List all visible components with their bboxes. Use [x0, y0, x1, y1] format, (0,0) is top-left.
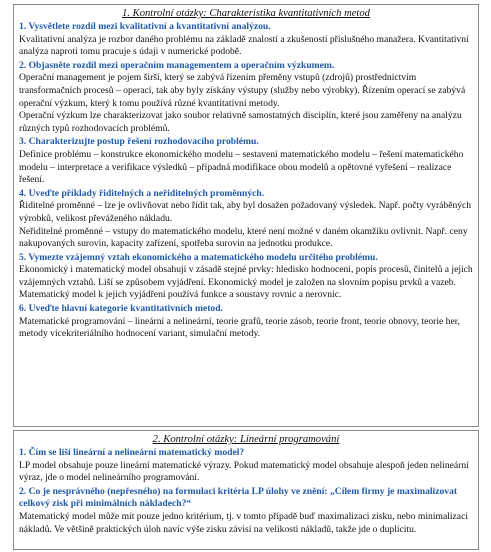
question-1-1: 1. Vysvětlete rozdíl mezi kvalitativní a kvantitativní analýzou.: [19, 21, 271, 32]
answer-paragraph: Operační management je pojem širší, který se zabývá řízením přeměny vstupů (zdrojů) prostřednictvím transformačních procesů – operací, tak aby byly získány výstupy (služby nebo výrobky). Řízením operací se zabývá operační výzkum, který k tomu používá různé kvantitativní metody.: [19, 72, 466, 109]
answer-paragraph: Operační výzkum lze charakterizovat jako soubor relativně samostatných disciplín, které jsou zaměřeny na analýzu různých typů rozhodovacích problémů.: [19, 110, 462, 134]
answer-2-1: [14, 460, 478, 485]
question-1-2: 2. Objasněte rozdíl mezi operačním managementem a operačním výzkumem.: [19, 59, 335, 71]
section-1-title: 1. Kontrolní otázky: Charakteristika kvantitativních metod: [122, 8, 370, 19]
question-1-5: 5. Vymezte vzájemný vztah ekonomického a matematického modelu určitého problému.: [19, 251, 378, 263]
section-2-title: 2. Kontrolní otázky: Lineární programování: [152, 434, 340, 445]
answer-1-1: [14, 34, 478, 59]
answer-1-6: [14, 316, 478, 341]
question-1-3: 3. Charakterizujte postup řešení rozhodovacího problému.: [19, 136, 259, 148]
answer-1-5: [14, 264, 478, 302]
question-1-4: 4. Uveďte příklady řiditelných a neřiditelných proměnných.: [19, 187, 265, 199]
question-1-6: 6. Uveďte hlavní kategorie kvantitativních metod.: [19, 303, 223, 315]
answer-1-4: [14, 200, 478, 250]
answer-paragraph: Neřiditelné proměnné – vstupy do matematického modelu, které není možné v daném okamžiku ovlivnit. Např. ceny nakupovaných surovin, kapacity zařízení, spotřeba surovin na jednotku produkce.: [19, 225, 468, 250]
answer-paragraph: Řiditelné proměnné – lze je ovlivňovat nebo řídit tak, aby byl dosažen požadovaný výsledek. Např. počty vyráběných výrobků, velikost převáženého nákladu.: [19, 200, 472, 224]
answer-paragraph: Definice problému – konstrukce ekonomického modelu – sestavení matematického modelu – řešení matematického modelu – interpretace a verifikace výsledků – případná modifikace obou modelů a opětovné vyřešení – realizace řešení.: [19, 148, 464, 186]
question-2-2: 2. Co je nesprávného (nepřesného) na formulaci kritéria LP úlohy ve znění: „Cílem firmy je maximalizovat celkový zisk při minimálních nákladech?“: [19, 485, 458, 510]
answer-1-3: [14, 149, 478, 187]
answer-paragraph: Matematický model může mít pouze jedno kritérium, tj. v tomto případě buď maximalizaci zisku, nebo minimalizaci nákladů. Ve většině praktických úloh navíc výše zisku závisí na velikosti nákladů, takže jde o duplicitu.: [19, 510, 468, 535]
answer-paragraph: Matematické programování – lineární a nelineární, teorie grafů, teorie zásob, teorie front, teorie obnovy, teorie her, metody vícekriteriálního hodnocení variant, simulační metody.: [19, 315, 460, 340]
answer-paragraph: Ekonomický i matematický model obsahují v zásadě stejné prvky: hledisko hodnocení, popis procesů, činitelů a jejich vzájemných vztahů. Liší se způsobem vyjádření. Ekonomický model je založen na slovním popisu prvků a vazeb. Matematický model k jejich vyjádření používá funkce a soustavy rovnic a nerovnic.: [19, 264, 473, 301]
answer-paragraph: LP model obsahuje pouze lineární matematické výrazy. Pokud matematický model obsahuje alespoň jeden nelineární výraz, jde o model nelineárního programování.: [19, 459, 469, 484]
question-2-1: 1. Čím se liší lineární a nelineární matematický model?: [19, 447, 245, 458]
answer-1-2: [14, 72, 478, 135]
section-2-box: [13, 430, 479, 550]
answer-2-2: [14, 511, 478, 536]
answer-paragraph: Kvalitativní analýza je rozbor daného problému na základě znalostí a zkušeností příslušného manažera. Kvantitativní analýza naproti tomu pracuje s údaji v numerické podobě.: [19, 33, 469, 58]
section-1-box: [13, 4, 479, 427]
